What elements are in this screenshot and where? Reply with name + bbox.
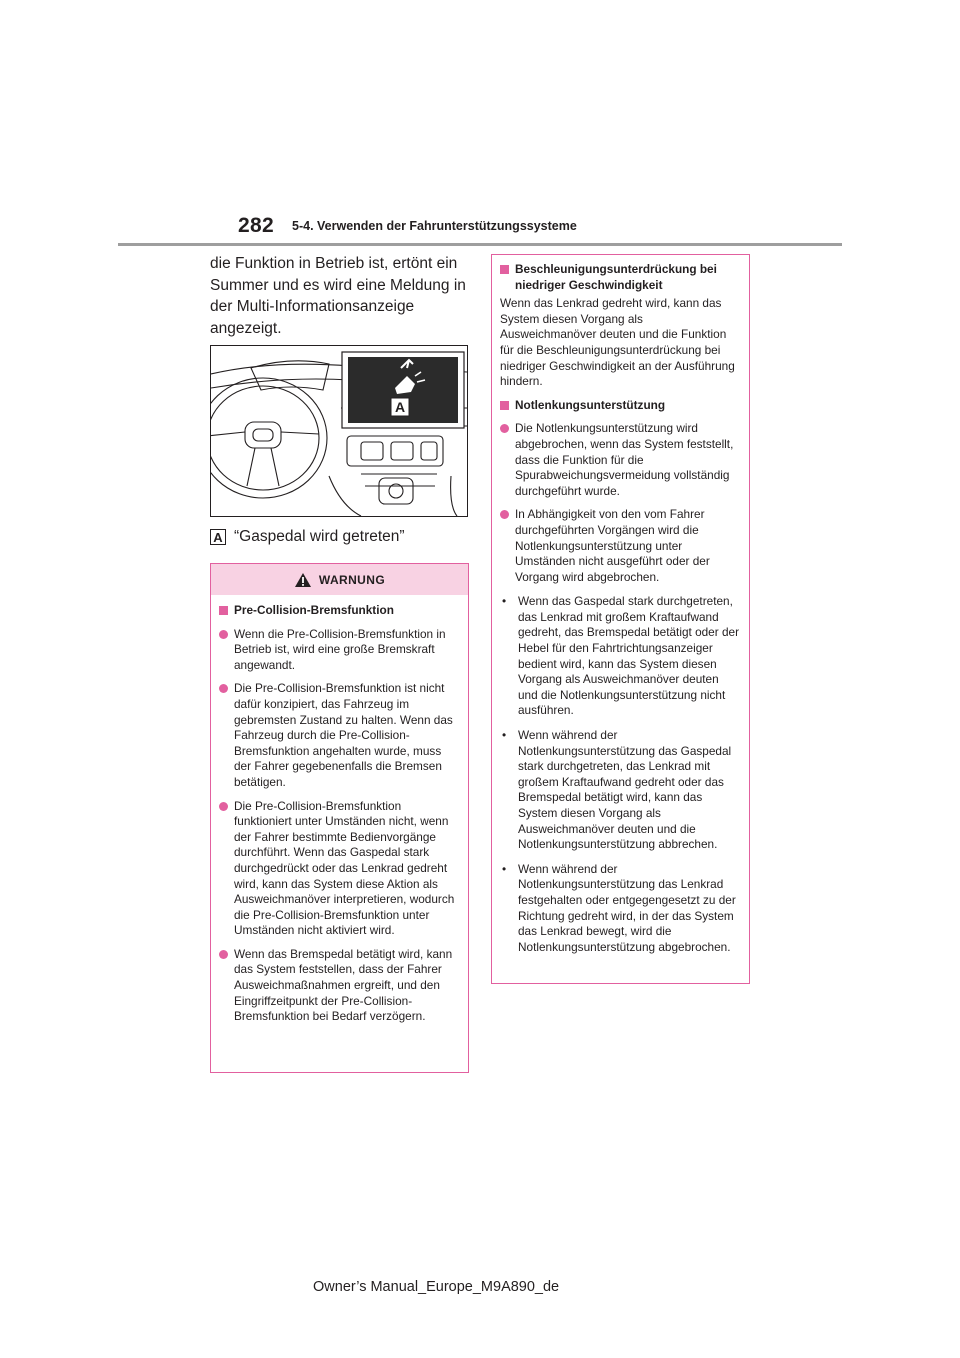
list-item: Die Pre-Collision-Bremsfunktion funktioniert unter Umständen nicht, wenn der Fahrer bestimmte Bedienvorgänge durchführt. Wenn das Gaspedal stark durchgedrückt oder das Lenkrad gedreht wird, kann das System diese Aktion als Ausweichmanöver interpretieren, wodurch die Pre-Collision-Bremsfunktion unter Umständen nicht aktiviert wird. xyxy=(219,799,460,939)
list-item: Wenn das Bremspedal betätigt wird, kann das System feststellen, dass der Fahrer Ausweichmaßnahmen ergreift, und den Eingriffzeitpunkt der Pre-Collision-Bremsfunktion bei Bedarf verzögern. xyxy=(219,947,460,1025)
square-bullet-icon xyxy=(500,265,509,274)
warning-title: WARNUNG xyxy=(318,572,386,587)
round-bullet-icon xyxy=(219,802,228,811)
dashboard-drawing xyxy=(211,346,467,516)
round-bullet-icon xyxy=(219,950,228,959)
round-bullet-icon xyxy=(500,510,509,519)
dashboard-illustration xyxy=(210,345,468,517)
dash-bullet: • xyxy=(502,861,507,876)
warning-header xyxy=(211,564,468,595)
list-item: Wenn die Pre-Collision-Bremsfunktion in Betrieb ist, wird eine große Bremskraft angewandt. xyxy=(219,627,460,674)
intro-paragraph: die Funktion in Betrieb ist, ertönt ein Summer und es wird eine Meldung in der Multi-Informationsanzeige angezeigt. xyxy=(210,255,466,337)
warning-box xyxy=(210,563,469,1073)
list-item: In Abhängigkeit von den vom Fahrer durchgeführten Vorgängen wird die Notlenkungsunterstützung unter Umständen nicht ausgeführt oder der Vorgang wird abgebrochen. xyxy=(500,507,741,585)
info-heading-acceleration: Beschleunigungsunterdrückung bei niedriger Geschwindigkeit xyxy=(500,262,741,293)
dash-bullet: • xyxy=(502,728,507,743)
sub-list-item: • Wenn während der Notlenkungsunterstützung das Gaspedal stark durchgetreten, das Lenkrad mit großem Kraftaufwand gedreht oder das Bremspedal betätigt wird, kann das System diesen Vorgang als Ausweichmanöver deuten und die Notlenkungsunterstützung abbrechen. xyxy=(502,728,732,852)
figure-caption xyxy=(210,528,405,546)
list-item: Die Pre-Collision-Bremsfunktion ist nicht dafür konzipiert, das Fahrzeug im gebremsten Zustand zu halten. Wenn das Fahrzeug durch die Pre-Collision-Bremsfunktion angehalten wurde, muss der Fahrer gegebenenfalls die Bremsen betätigen. xyxy=(219,681,460,790)
sub-list-item: • Wenn während der Notlenkungsunterstützung das Lenkrad festgehalten oder entgegengesetzt zu der Richtung gedreht wird, in der das System das Lenkrad bewegt, wird die Notlenkungsunterstützung abgebrochen. xyxy=(502,861,736,954)
warning-triangle-icon xyxy=(294,572,312,588)
sub-list-item: • Wenn das Gaspedal stark durchgetreten, das Lenkrad mit großem Kraftaufwand gedreht, das Bremspedal betätigt oder der Hebel für den Fahrtrichtungsanzeiger bedient wird, kann das System diesen Vorgang als Ausweichmanöver deuten und die Notlenkungsunterstützung nicht ausführen. xyxy=(502,594,740,718)
info-box xyxy=(491,254,750,984)
square-bullet-icon xyxy=(500,401,509,410)
info-paragraph: Wenn das Lenkrad gedreht wird, kann das System diesen Vorgang als Ausweichmanöver deuten und die Funktion für die Beschleunigungsunterdrückung bei niedriger Geschwindigkeit an der Ausführung hindern. xyxy=(500,296,735,389)
page-number: 282 xyxy=(238,214,274,237)
round-bullet-icon xyxy=(500,424,509,433)
caption-text: “Gaspedal wird getreten” xyxy=(234,528,405,545)
round-bullet-icon xyxy=(219,630,228,639)
footer-text: Owner’s Manual_Europe_M9A890_de xyxy=(313,1279,560,1295)
round-bullet-icon xyxy=(219,684,228,693)
header-divider xyxy=(118,243,842,246)
callout-label: A xyxy=(394,399,406,415)
dash-bullet: • xyxy=(502,594,507,609)
warning-heading: Pre-Collision-Bremsfunktion xyxy=(219,603,460,619)
caption-label-box: A xyxy=(210,529,226,545)
list-item: Die Notlenkungsunterstützung wird abgebrochen, wenn das System feststellt, dass die Funktion für die Spurabweichungsvermeidung vollständig durchgeführt wurde. xyxy=(500,421,741,499)
square-bullet-icon xyxy=(219,606,228,615)
section-title: 5-4. Verwenden der Fahrunterstützungssysteme xyxy=(292,219,577,233)
info-heading-steering: Notlenkungsunterstützung xyxy=(500,398,741,414)
